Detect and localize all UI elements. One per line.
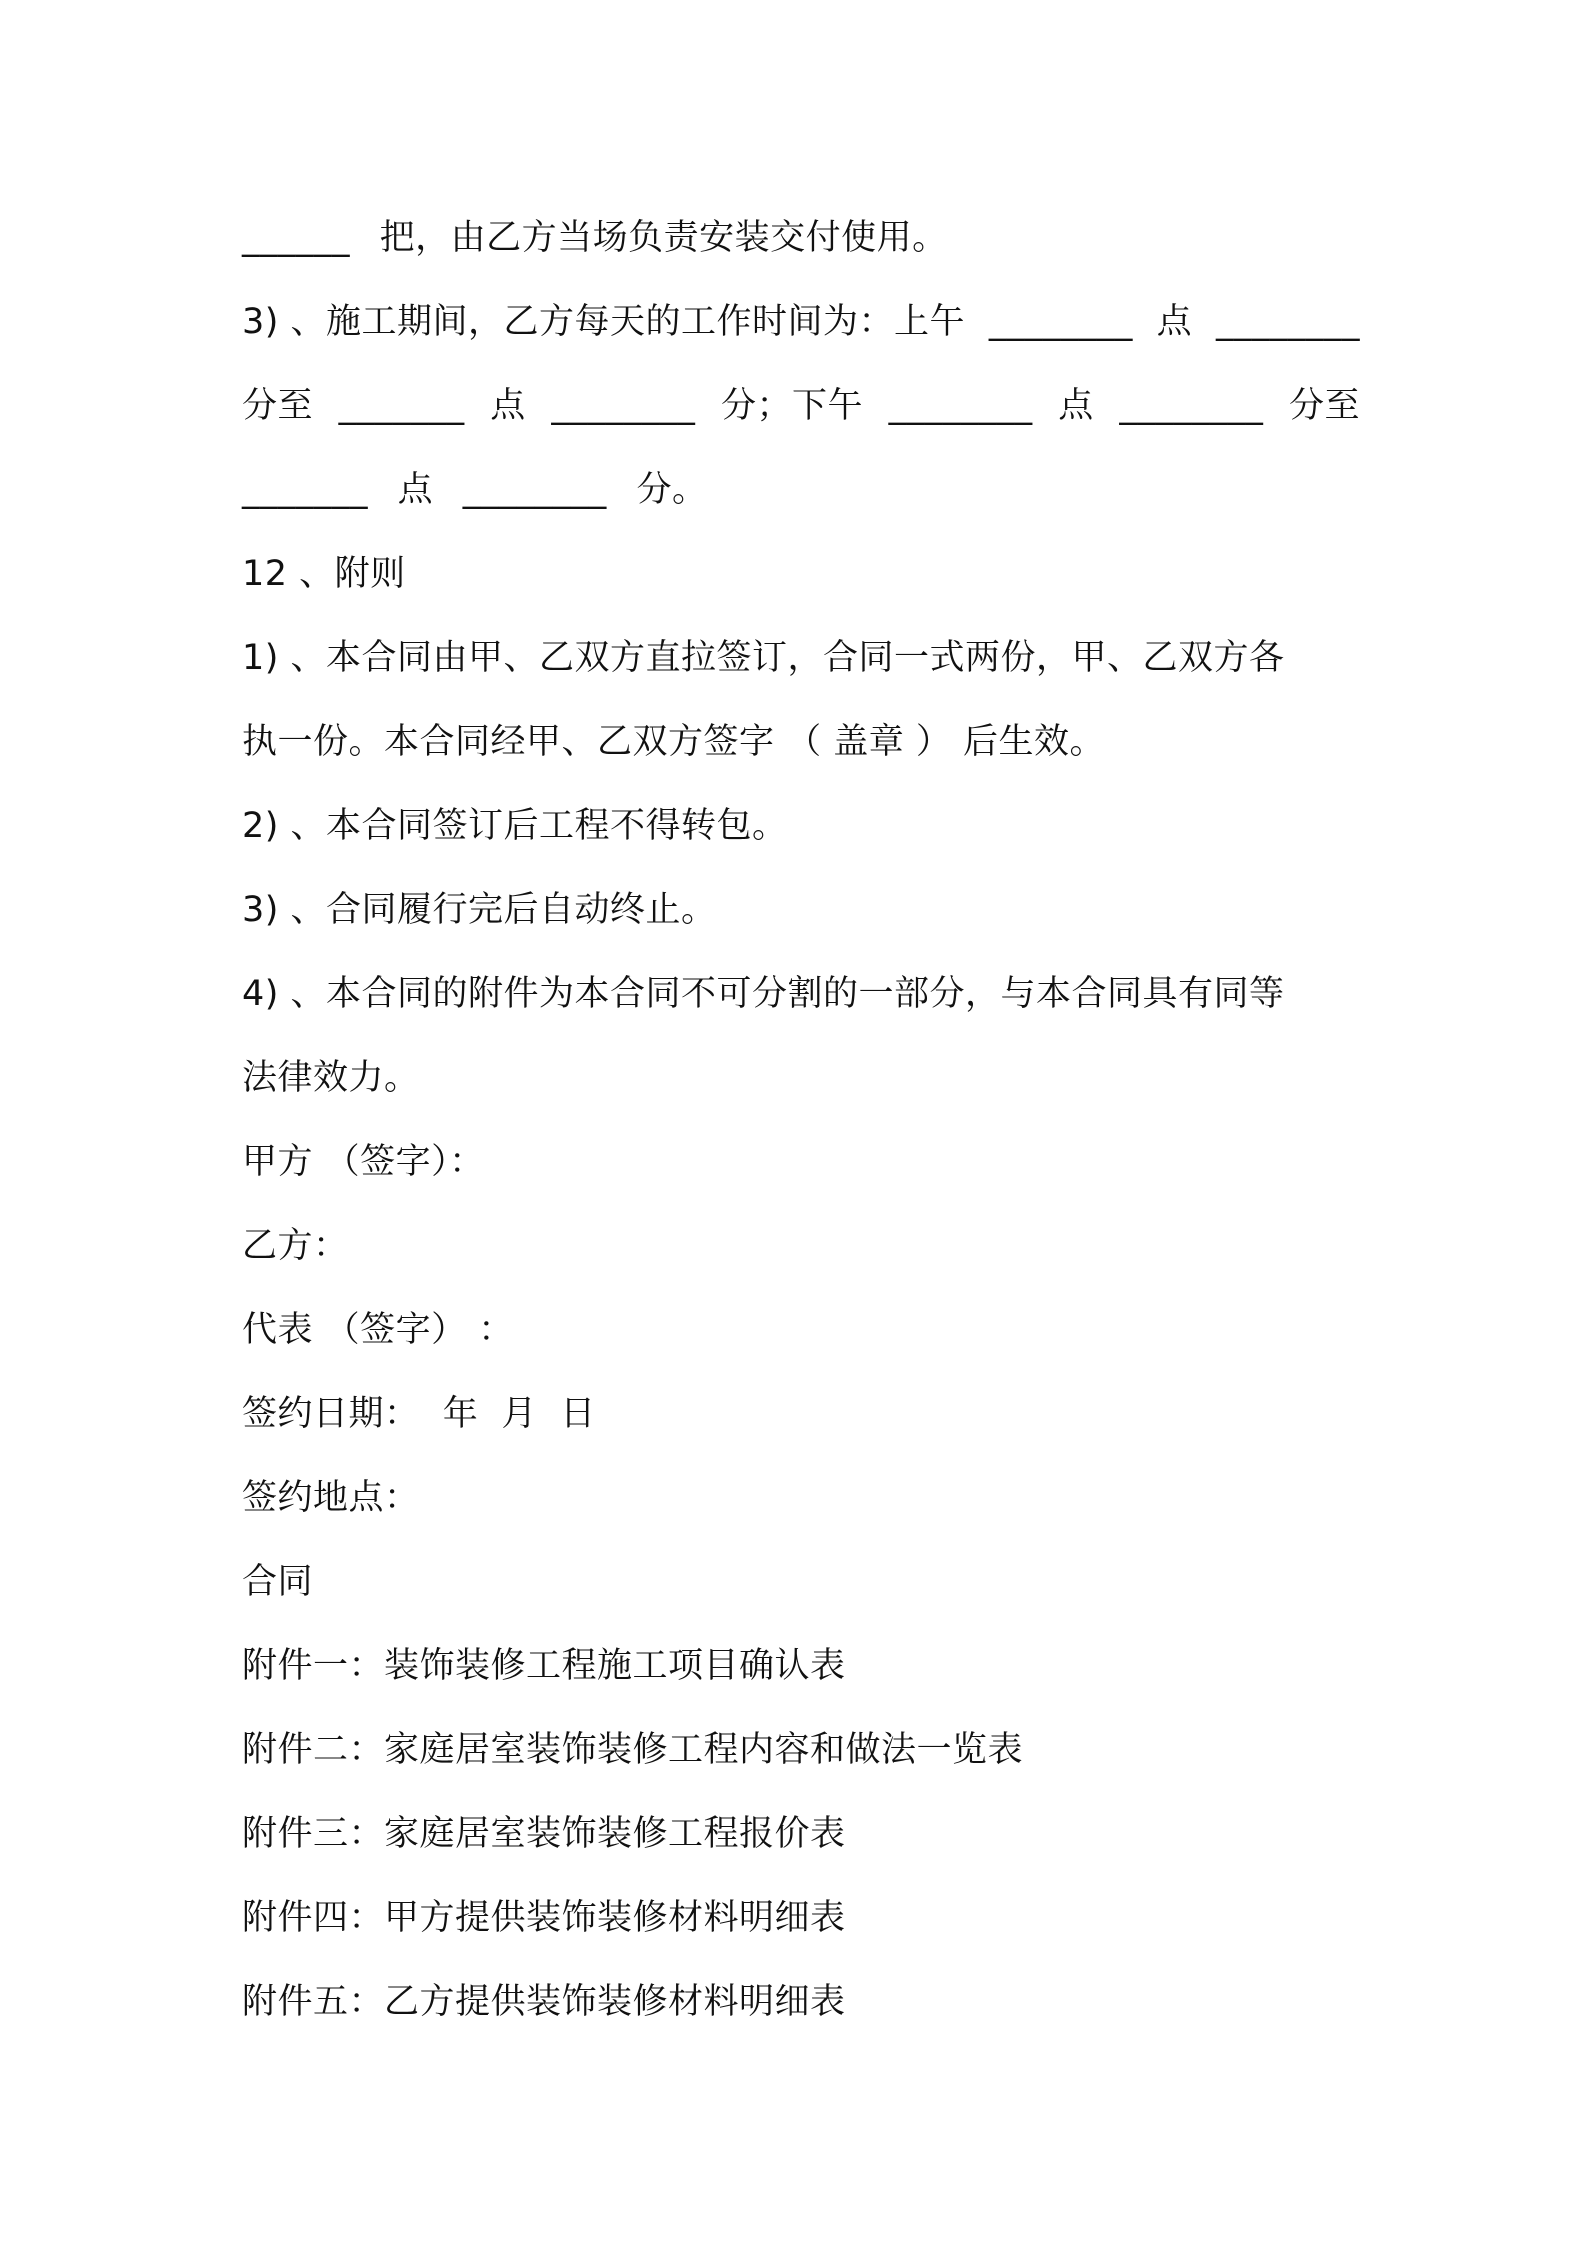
- section-heading: 12 、附则: [242, 554, 406, 594]
- minute-to-label: 分至: [242, 386, 314, 426]
- blank-field: ________: [988, 302, 1133, 342]
- work-hours-line-2: [242, 364, 1360, 448]
- blank-field: _______: [338, 386, 465, 426]
- party-b: 乙方：: [242, 1226, 349, 1266]
- work-hours-line-1: [242, 280, 1360, 364]
- attachment-item: 附件一：装饰装修工程施工项目确认表: [242, 1646, 846, 1686]
- clause-1-line-2: 执一份。本合同经甲、乙双方签字 （ 盖章 ） 后生效。: [242, 722, 1106, 762]
- party-a-signature: 甲方 （签字）：: [242, 1142, 485, 1182]
- attachment-item: 附件二：家庭居室装饰装修工程内容和做法一览表: [242, 1730, 1024, 1770]
- signing-place: 签约地点：: [242, 1478, 420, 1518]
- clause-4-line-1: 4) 、本合同的附件为本合同不可分割的一部分，与本合同具有同等: [242, 974, 1285, 1014]
- clause-3: 3) 、合同履行完后自动终止。: [242, 890, 717, 930]
- blank-field: _______: [242, 470, 368, 510]
- hour-unit: 点: [397, 470, 434, 510]
- blank-field: ______: [242, 218, 350, 258]
- install-text: 把，由乙方当场负责安装交付使用。: [379, 218, 948, 258]
- attachment-item: 附件五：乙方提供装饰装修材料明细表: [242, 1982, 846, 2022]
- work-hours-label: 3) 、施工期间，乙方每天的工作时间为：上午: [242, 302, 966, 342]
- clause-2: 2) 、本合同签订后工程不得转包。: [242, 806, 788, 846]
- contract-label: 合同: [242, 1562, 314, 1602]
- hour-unit: 点: [1156, 302, 1193, 342]
- document-body: [242, 196, 1360, 2044]
- clause-4-line-2: 法律效力。: [242, 1058, 420, 1098]
- attachment-item: 附件四：甲方提供装饰装修材料明细表: [242, 1898, 846, 1938]
- work-hours-line-3: [242, 448, 1360, 532]
- hour-unit: 点: [490, 386, 526, 426]
- afternoon-label: 分；下午: [720, 386, 863, 426]
- blank-field: ________: [1215, 302, 1360, 342]
- representative-signature: 代表 （签字） ：: [242, 1310, 514, 1350]
- signing-date: 签约日期： 年 月 日: [242, 1394, 596, 1434]
- install-line: [242, 196, 1360, 280]
- hour-unit: 点: [1058, 386, 1094, 426]
- blank-field: ________: [551, 386, 696, 426]
- minute-unit: 分。: [636, 470, 708, 510]
- minute-to-label: 分至: [1288, 386, 1360, 426]
- attachment-item: 附件三：家庭居室装饰装修工程报价表: [242, 1814, 846, 1854]
- blank-field: ________: [462, 470, 607, 510]
- blank-field: ________: [1119, 386, 1264, 426]
- clause-1-line-1: 1) 、本合同由甲、乙双方直拉签订，合同一式两份，甲、乙双方各: [242, 638, 1285, 678]
- blank-field: ________: [888, 386, 1033, 426]
